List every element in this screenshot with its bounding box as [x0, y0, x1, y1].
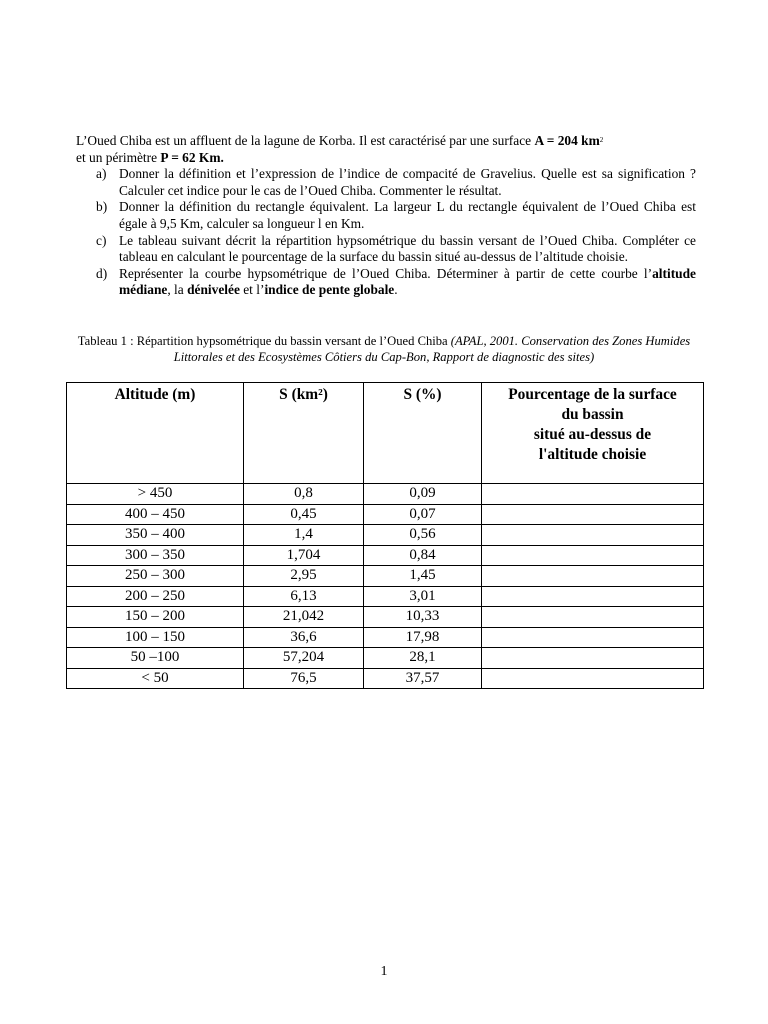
cell-surface-percent: 28,1: [364, 648, 482, 669]
cell-surface-percent: 0,56: [364, 525, 482, 546]
cell-cumulative: [482, 586, 704, 607]
cell-surface-percent: 37,57: [364, 668, 482, 689]
cell-surface-km2: 36,6: [244, 627, 364, 648]
exercise-text: [76, 133, 696, 299]
caption-source: (APAL, 2001. Conservation des Zones Humides Littorales et des Ecosystèmes Côtiers du Cap-Bon, Rapport de diagnostic des sites): [173, 334, 691, 364]
question-a: [76, 166, 696, 199]
cell-altitude: 200 – 250: [67, 586, 244, 607]
question-text-end: .: [394, 282, 398, 298]
header-cumulative-percent: [482, 383, 704, 484]
page-number: 1: [380, 964, 388, 979]
intro-paragraph: [76, 133, 696, 166]
cell-cumulative: [482, 566, 704, 587]
table-row: [67, 607, 704, 628]
area-value: A = 204 km: [534, 133, 600, 148]
cell-cumulative: [482, 525, 704, 546]
cell-surface-percent: 0,09: [364, 484, 482, 505]
question-text: Le tableau suivant décrit la répartition hypsométrique du bassin versant de l’Oued Chiba. Compléter ce tableau en calculant le pourcentage de la surface du bassin situé au-dessus de l’altitude choisie.: [119, 232, 696, 265]
question-d: [76, 266, 696, 299]
table-row: [67, 504, 704, 525]
question-b: [76, 199, 696, 232]
cell-altitude: < 50: [67, 668, 244, 689]
term-slope-index: indice de pente globale: [264, 282, 395, 298]
area-exponent: 2: [599, 136, 604, 144]
cell-surface-km2: 2,95: [244, 566, 364, 587]
question-text-join: et l’: [239, 282, 265, 298]
table-row: [67, 484, 704, 505]
caption-title: Tableau 1 : Répartition hypsométrique du bassin versant de l’Oued Chiba: [77, 334, 451, 348]
cell-cumulative: [482, 607, 704, 628]
cell-cumulative: [482, 545, 704, 566]
table-row: [67, 525, 704, 546]
cell-altitude: 300 – 350: [67, 545, 244, 566]
cell-surface-percent: 17,98: [364, 627, 482, 648]
table-header-row: [67, 383, 704, 484]
header-surface-percent: S (%): [364, 383, 482, 484]
header-surface-km2: S (km²): [244, 383, 364, 484]
question-marker: a): [96, 166, 107, 182]
question-marker: d): [96, 265, 108, 281]
cell-altitude: 350 – 400: [67, 525, 244, 546]
header-line: Pourcentage de la surface: [508, 386, 677, 403]
cell-surface-percent: 0,84: [364, 545, 482, 566]
table-row: [67, 648, 704, 669]
cell-surface-km2: 0,8: [244, 484, 364, 505]
cell-surface-percent: 10,33: [364, 607, 482, 628]
cell-cumulative: [482, 648, 704, 669]
cell-cumulative: [482, 504, 704, 525]
cell-surface-km2: 76,5: [244, 668, 364, 689]
cell-surface-km2: 1,4: [244, 525, 364, 546]
cell-altitude: 100 – 150: [67, 627, 244, 648]
intro-text: L’Oued Chiba est un affluent de la lagune de Korba. Il est caractérisé par une surface: [76, 133, 535, 148]
header-line: situé au-dessus de: [533, 426, 652, 443]
cell-cumulative: [482, 668, 704, 689]
question-marker: c): [96, 232, 107, 248]
question-text: Donner la définition et l’expression de l’indice de compacité de Gravelius. Quelle est sa signification ? Calculer cet indice pour le cas de l’Oued Chiba. Commenter le résultat.: [119, 166, 696, 198]
cell-surface-km2: 57,204: [244, 648, 364, 669]
question-text: Représenter la courbe hypsométrique de l’Oued Chiba. Déterminer à partir de cette courbe l’: [119, 265, 653, 281]
perimeter-value: P = 62 Km.: [160, 149, 224, 165]
cell-surface-km2: 1,704: [244, 545, 364, 566]
table-row: [67, 566, 704, 587]
question-text-join: , la: [167, 282, 188, 298]
cell-surface-km2: 6,13: [244, 586, 364, 607]
question-list: [76, 166, 696, 299]
cell-cumulative: [482, 627, 704, 648]
question-text: Donner la définition du rectangle équivalent. La largeur L du rectangle équivalent de l’Oued Chiba est égale à 9,5 Km, calculer sa longueur l en Km.: [119, 199, 696, 231]
header-altitude: Altitude (m): [67, 383, 244, 484]
term-denivelee: dénivelée: [187, 282, 240, 298]
cell-surface-percent: 3,01: [364, 586, 482, 607]
table-caption: [68, 334, 700, 365]
header-line: du bassin: [561, 406, 624, 423]
cell-surface-percent: 0,07: [364, 504, 482, 525]
question-marker: b): [96, 199, 108, 215]
intro-text-2: et un périmètre: [76, 149, 161, 165]
question-c: [76, 233, 696, 266]
cell-altitude: 50 –100: [67, 648, 244, 669]
cell-surface-percent: 1,45: [364, 566, 482, 587]
hypsometric-table: [66, 382, 704, 689]
table-row: [67, 627, 704, 648]
table-row: [67, 668, 704, 689]
cell-altitude: > 450: [67, 484, 244, 505]
cell-surface-km2: 21,042: [244, 607, 364, 628]
term-median-altitude: altitude médiane: [119, 265, 696, 298]
cell-altitude: 400 – 450: [67, 504, 244, 525]
table-body: [67, 484, 704, 689]
table-row: [67, 586, 704, 607]
cell-altitude: 250 – 300: [67, 566, 244, 587]
cell-cumulative: [482, 484, 704, 505]
table-row: [67, 545, 704, 566]
header-line: l'altitude choisie: [538, 446, 647, 463]
cell-altitude: 150 – 200: [67, 607, 244, 628]
cell-surface-km2: 0,45: [244, 504, 364, 525]
